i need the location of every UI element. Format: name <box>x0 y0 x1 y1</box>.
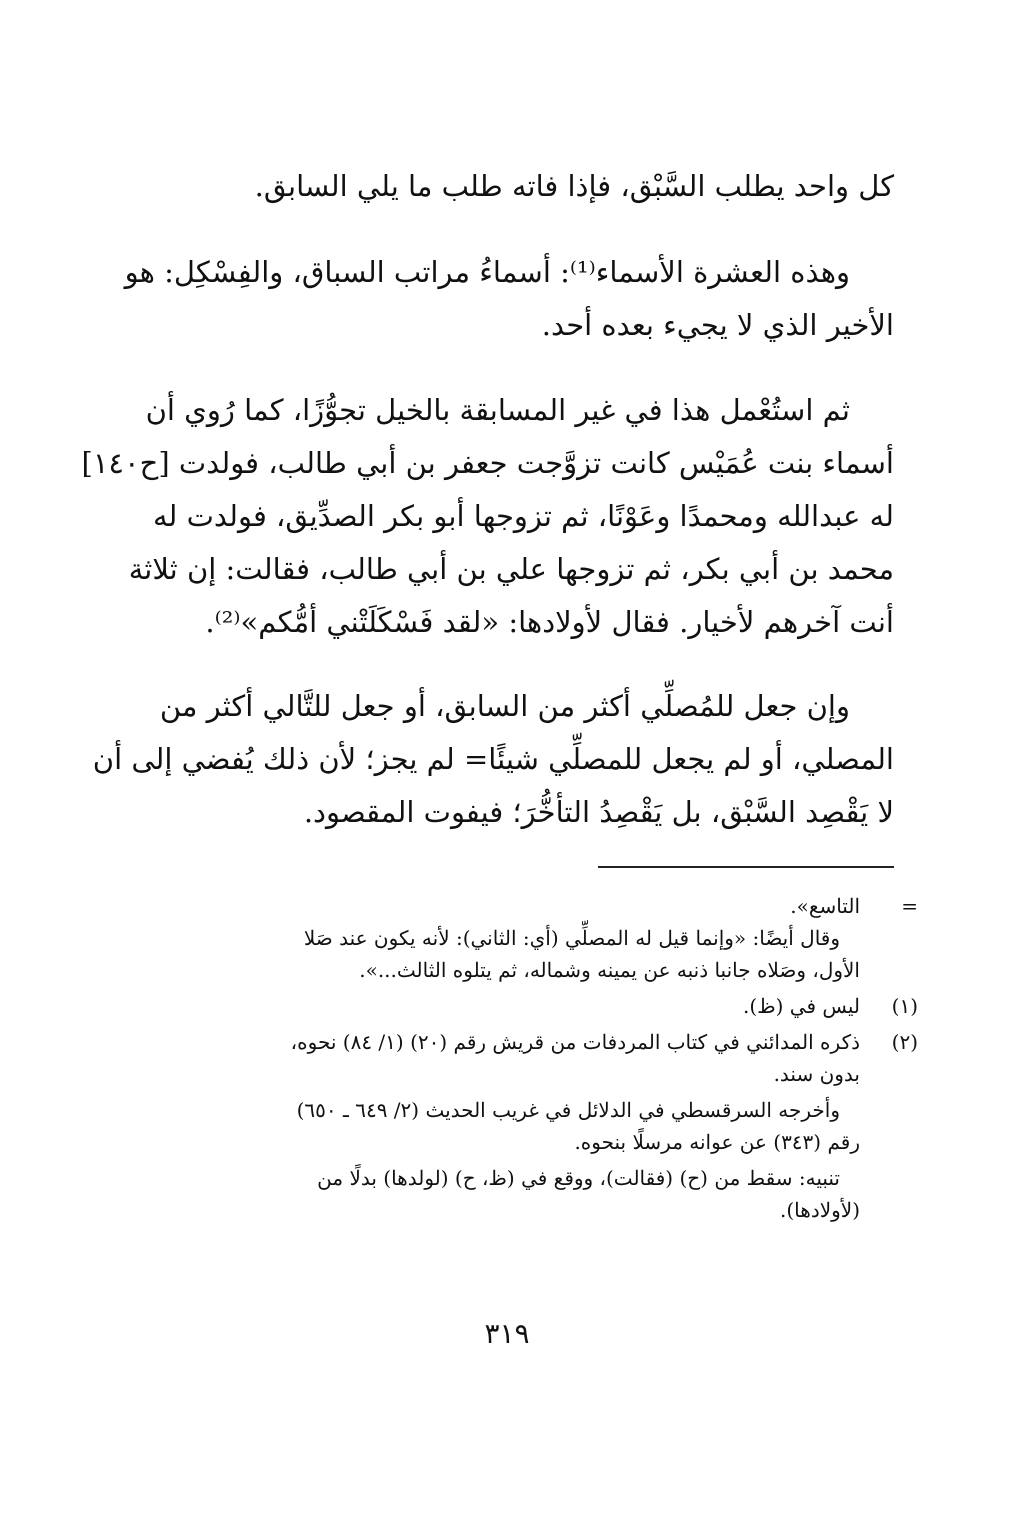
footnote-line: ليس في (ظ). <box>742 994 860 1018</box>
footnote-line: تنبيه: سقط من (ح) (فقالت)، ووقع في (ظ، ح) (لولدها) بدلًا من <box>317 1166 840 1190</box>
paragraph-line: له عبدالله ومحمدًا وعَوْنًا، ثم تزوجها أبو بكر الصدِّيق، فولدت له <box>153 499 894 533</box>
footnote-line: (لأولادها). <box>780 1198 860 1222</box>
paragraph-line: أنت آخرهم لأخيار. فقال لأولادها: «لقد فَسْكَلَتْني أمُّكم»⁽²⁾. <box>205 605 894 639</box>
footnote-line: ذكره المدائني في كتاب المردفات من قريش رقم (٢٠) (١/ ٨٤) نحوه، <box>290 1030 860 1054</box>
page-number: ٣١٩ <box>484 1317 530 1350</box>
footnote-body <box>118 1026 860 1090</box>
footnote-line: وأخرجه السرقسطي في الدلائل في غريب الحديث (٢/ ٦٤٩ ـ ٦٥٠) <box>296 1098 840 1122</box>
footnote-body <box>118 890 860 922</box>
paragraph-line: أسماء بنت عُمَيْس كانت تزوَّجت جعفر بن أبي طالب، فولدت [ح١٤٠] <box>81 446 894 480</box>
paragraph-line: وهذه العشرة الأسماء⁽¹⁾: أسماءُ مراتب السباق، والفِسْكِل: هو <box>124 255 850 289</box>
paragraph-line: الأخير الذي لا يجيء بعده أحد. <box>541 308 894 342</box>
footnote-2-warning <box>118 1162 918 1226</box>
footnote-body <box>118 922 860 986</box>
footnote-line: التاسع». <box>790 894 860 918</box>
paragraph-line: ثم استُعْمل هذا في غير المسابقة بالخيل تجوُّزًا، كما رُوي أن <box>145 393 850 427</box>
paragraph-2 <box>118 246 894 352</box>
footnote-line: الأول، وصَلاه جانبا ذنبه عن يمينه وشماله، ثم يتلوه الثالث...». <box>359 958 860 982</box>
footnote-continuation-quote <box>118 922 918 986</box>
footnote-separator <box>598 866 894 868</box>
footnote-1 <box>118 990 918 1022</box>
paragraph-line: وإن جعل للمُصلِّي أكثر من السابق، أو جعل للتَّالي أكثر من <box>159 689 850 723</box>
footnote-body <box>118 990 860 1022</box>
paragraph-3 <box>81 384 894 649</box>
footnote-marker: (٢) <box>891 1030 918 1054</box>
footnote-2 <box>118 1026 918 1090</box>
paragraph-line: كل واحد يطلب السَّبْق، فإذا فاته طلب ما يلي السابق. <box>254 169 894 203</box>
footnotes <box>118 890 918 1226</box>
footnote-marker: = <box>901 894 918 918</box>
footnote-body <box>118 1162 860 1226</box>
paragraph-1 <box>118 160 894 213</box>
footnote-line: رقم (٣٤٣) عن عوانه مرسلًا بنحوه. <box>574 1130 860 1154</box>
footnote-line: وقال أيضًا: «وإنما قيل له المصلِّي (أي: الثاني): لأنه يكون عند صَلا <box>303 926 840 950</box>
footnote-line: بدون سند. <box>773 1062 860 1086</box>
paragraph-line: محمد بن أبي بكر، ثم تزوجها علي بن أبي طالب، فقالت: إن ثلاثة <box>128 552 894 586</box>
footnote-continuation <box>118 890 918 922</box>
footnote-2-continued <box>118 1094 918 1158</box>
footnote-marker: (١) <box>891 994 918 1018</box>
paragraph-4 <box>92 680 894 839</box>
footnote-body <box>118 1094 860 1158</box>
paragraph-line: لا يَقْصِد السَّبْق، بل يَقْصِدُ التأخُّرَ؛ فيفوت المقصود. <box>303 795 894 829</box>
paragraph-line: المصلي، أو لم يجعل للمصلِّي شيئًا= لم يجز؛ لأن ذلك يُفضي إلى أن <box>92 742 894 776</box>
